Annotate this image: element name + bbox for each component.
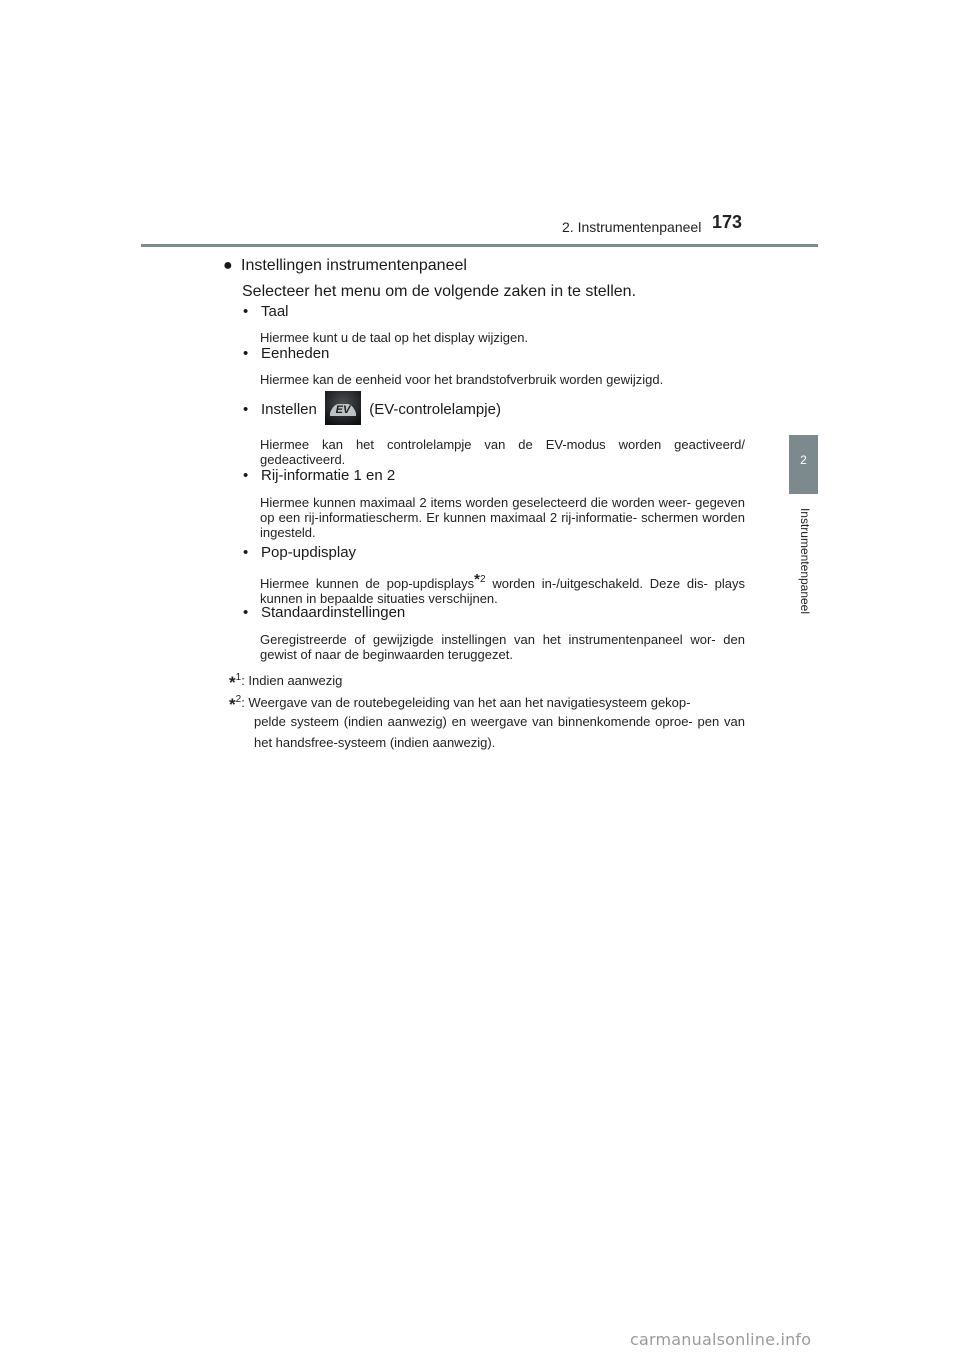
footnote-text: : Indien aanwezig xyxy=(241,673,343,688)
heading-bullet: ● xyxy=(223,257,233,274)
item-bullet: • xyxy=(243,544,249,561)
item-bullet: • xyxy=(243,400,249,418)
item-description: Geregistreerde of gewijzigde instellingen van het instrumentenpaneel wor- den gewist of naar de beginwaarden teruggezet. xyxy=(260,632,745,662)
footnote-2-continued: pelde systeem (indien aanwezig) en weergave van binnenkomende oproe- pen van het handsfree-systeem (indien aanwezig). xyxy=(254,714,745,750)
footnote-star: * xyxy=(229,673,236,692)
chapter-tab-number: 2 xyxy=(800,453,807,467)
running-header-section: 2. Instrumentenpaneel xyxy=(562,219,702,235)
list-item-title xyxy=(243,467,395,484)
chapter-tab-label xyxy=(796,501,812,621)
footnote-number: 2 xyxy=(479,574,486,585)
item-title-text: Taal xyxy=(261,303,289,320)
chapter-label-text: Instrumentenpaneel xyxy=(798,507,812,615)
item-title-text: Pop-updisplay xyxy=(261,544,357,561)
list-item-title xyxy=(243,544,356,561)
list-item-title xyxy=(243,303,289,320)
item-description: Hiermee kunt u de taal op het display wijzigen. xyxy=(260,330,529,345)
item-title-text: Rij-informatie 1 en 2 xyxy=(261,467,396,484)
svg-text:EV: EV xyxy=(335,404,351,416)
list-item-title xyxy=(243,345,329,362)
item-title-text: (EV-controlelampje) xyxy=(369,400,501,418)
ev-indicator-icon xyxy=(325,391,361,425)
item-description: Hiermee kan het controlelampje van de EV-modus worden geactiveerd/ gedeactiveerd. xyxy=(260,437,745,467)
item-title-text: Instellen xyxy=(261,400,317,418)
item-title-text: Standaardinstellingen xyxy=(261,604,406,621)
watermark: carmanualsonline.info xyxy=(630,1330,812,1349)
item-bullet: • xyxy=(243,467,249,484)
item-description xyxy=(260,572,745,606)
footnote-number: 2 xyxy=(235,694,242,705)
footnote-star: * xyxy=(229,695,236,714)
item-description: Hiermee kan de eenheid voor het brandstofverbruik worden gewijzigd. xyxy=(260,372,664,387)
footnote-star: * xyxy=(474,571,480,588)
footnote-text: : Weergave van de routebegeleiding van het aan het navigatiesysteem gekop- xyxy=(241,695,691,710)
item-bullet: • xyxy=(243,345,249,362)
heading-text: Instellingen instrumentenpaneel xyxy=(241,257,467,274)
list-item-title xyxy=(243,393,501,427)
item-bullet: • xyxy=(243,604,249,621)
header-rule xyxy=(141,244,818,247)
list-item-title xyxy=(243,604,405,621)
item-title-text: Eenheden xyxy=(261,345,330,362)
desc-text: worden in-/uitgeschakeld. Deze dis- plays kunnen in bepaalde situaties verschijnen. xyxy=(260,576,746,606)
section-heading xyxy=(223,257,467,275)
desc-text: Hiermee kunnen de pop-updisplays xyxy=(260,576,475,591)
item-description: Hiermee kunnen maximaal 2 items worden geselecteerd die worden weer- gegeven op een rij-informatiescherm. Er kunnen maximaal 2 rij-informatie- schermen worden ingesteld. xyxy=(260,495,745,540)
page-number: 173 xyxy=(712,212,743,232)
intro-text: Selecteer het menu om de volgende zaken in te stellen. xyxy=(242,283,637,300)
footnote-reference xyxy=(474,571,486,588)
footnote-number: 1 xyxy=(235,672,242,683)
item-bullet: • xyxy=(243,303,249,320)
